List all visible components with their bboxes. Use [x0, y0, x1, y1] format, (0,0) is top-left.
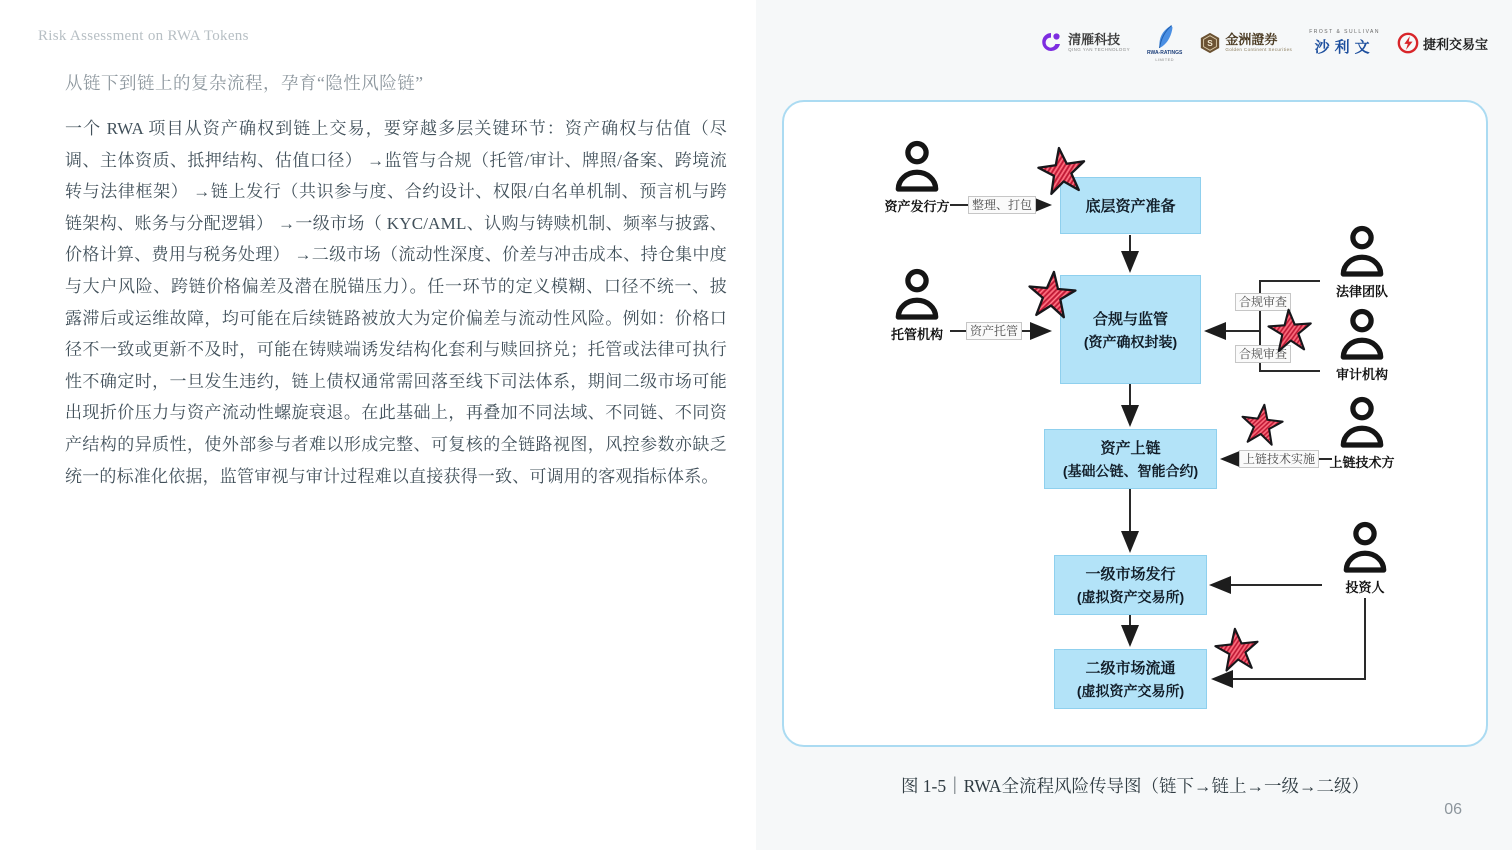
node-sublabel: (基础公链、智能合约): [1062, 463, 1199, 479]
actor-label: 法律团队: [1335, 284, 1388, 299]
node-secondary-market-circulation: [1054, 649, 1207, 709]
actor-label: 资产发行方: [884, 199, 950, 214]
node-asset-onchain: [1044, 429, 1217, 489]
actor-label: 托管机构: [890, 327, 943, 342]
page-number: 06: [1444, 801, 1462, 818]
edge-label-compliance-review-2: 合规审查: [1235, 345, 1291, 363]
logo-name: 清雁科技: [1068, 32, 1121, 48]
actor-label: 审计机构: [1335, 367, 1388, 382]
actor-label: 上链技术方: [1329, 455, 1395, 470]
node-label: 二级市场流通: [1085, 660, 1176, 677]
person-icon: [1339, 225, 1385, 279]
logo-name: 捷利交易宝: [1422, 36, 1488, 52]
diagram-panel: [782, 100, 1488, 747]
risk-star-icon: [1239, 401, 1286, 448]
logo-jinzhou-securities: [1199, 32, 1292, 54]
qingyan-swirl-icon: [1040, 31, 1064, 55]
logo-subtext: QING YAN TECHNOLOGY: [1068, 46, 1130, 52]
node-label: 一级市场发行: [1085, 566, 1176, 583]
node-compliance-regulation: [1060, 275, 1201, 384]
shield-icon: [1199, 32, 1221, 54]
actor-investor: [1327, 521, 1403, 596]
svg-text:S: S: [1207, 39, 1214, 49]
figure-caption: 图 1-5｜RWA全流程风险传导图（链下→链上→一级→二级）: [900, 776, 1370, 796]
actor-onchain-tech-provider: [1324, 396, 1400, 471]
logo-subtext: Golden Continent Securities: [1225, 46, 1293, 52]
logo-qingyan: [1040, 31, 1130, 55]
risk-star-icon: [1035, 143, 1089, 197]
actor-asset-issuer: [879, 140, 955, 215]
risk-star-icon: [1267, 307, 1314, 354]
logo-subtext: LIMITED: [1155, 56, 1174, 62]
bolt-circle-icon: [1397, 32, 1419, 54]
actor-audit-institution: [1324, 308, 1400, 383]
node-sublabel: (虚拟资产交易所): [1076, 683, 1185, 699]
edge-label-onchain-implementation: 上链技术实施: [1239, 450, 1319, 468]
actor-legal-team: [1324, 225, 1400, 300]
logo-name: 金洲證券: [1225, 32, 1278, 48]
node-label: 底层资产准备: [1085, 198, 1176, 215]
risk-star-icon: [1213, 625, 1261, 673]
person-icon: [1342, 521, 1388, 575]
edge-label-organize-package: 整理、打包: [968, 196, 1036, 214]
actor-custodian: [879, 268, 955, 343]
logo-subtext: FROST & SULLIVAN: [1309, 29, 1380, 35]
partner-logos: [1040, 26, 1488, 60]
left-column: [65, 70, 727, 492]
node-label: 资产上链: [1100, 440, 1161, 457]
node-sublabel: (资产确权封装): [1083, 333, 1178, 350]
node-primary-market-issuance: [1054, 555, 1207, 615]
edge-label-compliance-review-1: 合规审查: [1235, 293, 1291, 311]
logo-name: 沙利文: [1314, 39, 1375, 56]
person-icon: [1339, 396, 1385, 450]
logo-frost-sullivan: [1309, 29, 1380, 57]
actor-label: 投资人: [1345, 580, 1385, 595]
logo-name: RWA-RATINGS: [1146, 49, 1183, 56]
node-label: 合规与监管: [1092, 310, 1168, 328]
logo-rwa-ratings: [1147, 25, 1182, 62]
body-paragraph: 一个 RWA 项目从资产确权到链上交易，要穿越多层关键环节：资产确权与估值（尽调、主体资质、抵押结构、估值口径） →监管与合规（托管/审计、牌照/备案、跨境流转与法律框架） →链上发行（共识参与度、合约设计、权限/白名单机制、预言机与跨链架构、账务与分配逻辑） →一级市场（ KYC/AML、认购与铸赎机制、频率与披露、价格计算、费用与税务处理） →二级市场（流动性深度、价差与冲击成本、持仓集中度与大户风险、跨链价格偏差及潜在脱锚压力）。任一环节的定义模糊、口径不统一、披露滞后或运维故障，均可能在后续链路被放大为定价偏差与流动性风险。例如：价格口径不一致或更新不及时，可能在铸赎端诱发结构化套利与赎回挤兑；托管或法律可执行性不确定时，一旦发生违约，链上债权通常需回落至线下司法体系，期间二级市场可能出现折价压力与资产流动性螺旋衰退。在此基础上，再叠加不同法域、不同链、不同资产结构的异质性，使外部参与者难以形成完整、可复核的全链路视图，风控参数亦缺乏统一的标准化依据，监管审视与审计过程难以直接获得一致、可调用的客观指标体系。: [65, 119, 727, 486]
person-icon: [1339, 308, 1385, 362]
logo-tradego: [1397, 32, 1488, 54]
risk-star-icon: [1026, 268, 1078, 320]
edge-label-asset-custody: 资产托管: [966, 322, 1022, 340]
person-icon: [894, 268, 940, 322]
node-sublabel: (虚拟资产交易所): [1076, 589, 1185, 605]
section-subtitle: 从链下到链上的复杂流程，孕育“隐性风险链”: [65, 73, 424, 93]
feather-icon: [1157, 25, 1173, 49]
person-icon: [894, 140, 940, 194]
page-header: Risk Assessment on RWA Tokens: [38, 28, 249, 44]
